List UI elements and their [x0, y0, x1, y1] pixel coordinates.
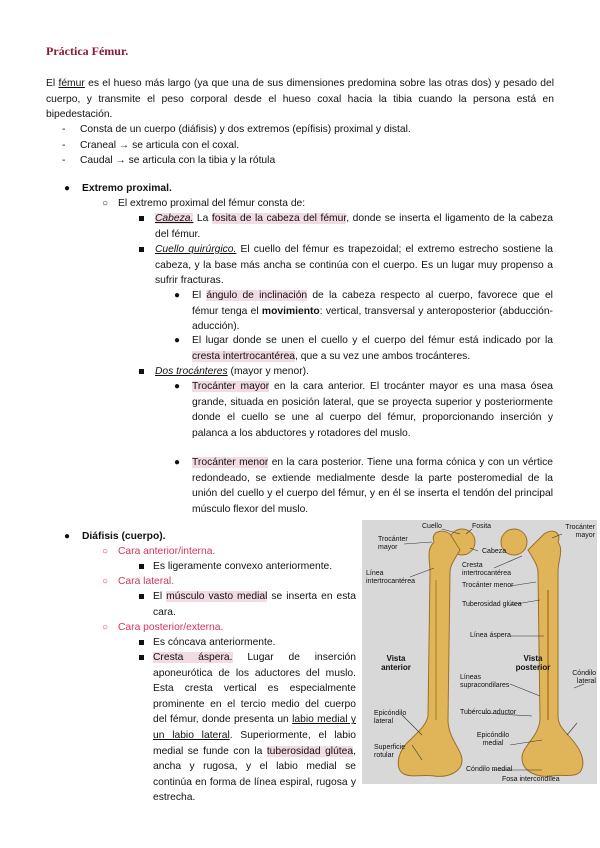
fig-label-troc-menor: Trocánter menor	[462, 582, 514, 589]
page-title: Práctica Fémur.	[46, 44, 129, 58]
cabeza-item: Cabeza. La fosita de la cabeza del fémur, donde se inserta el ligamento de la cabeza del fémur.	[155, 211, 553, 242]
fig-label-condilo-medial: Cóndilo medial	[466, 766, 513, 773]
fig-label-cabeza: Cabeza	[482, 548, 507, 555]
cara-posterior-item-1: Es cóncava anteriormente.	[153, 635, 358, 651]
dash-item: - Consta de un cuerpo (diáfisis) y dos extremos (epífisis) proximal y distal.	[62, 124, 411, 135]
fig-label-linea-intertroc: Línea intertrocantérea	[366, 570, 416, 585]
intro-paragraph	[46, 76, 554, 123]
fig-label-epicondilo-lateral: Epicóndilo lateral	[374, 710, 407, 725]
fig-label-cresta-intertroc: Cresta intertrocantérea	[462, 562, 512, 577]
dash-list	[62, 122, 552, 169]
fig-label-fosa-intercondilar: Fosa intercondílea	[502, 776, 560, 783]
fig-label-superficie-rotular: Superficie rotular	[374, 744, 406, 759]
fig-label-condilo-lateral: Cóndilo lateral	[572, 670, 596, 685]
fig-label-tuberculo-aductor: Tubérculo aductor	[460, 709, 517, 716]
femur-figure	[362, 520, 597, 784]
fig-label-vista-posterior: Vista posterior	[515, 654, 551, 672]
intro-post: es el hueso más largo (ya que una de sus dimensiones predomina sobre las otras dos) y pesado del cuerpo, y transmite el peso corporal desde el hueso coxal hacia la tibia cuando la persona está en bipedestación.	[46, 78, 554, 121]
cuello-sub-1: ● El ángulo de inclinación de la cabeza respecto al cuerpo, favorece que el fémur tenga el movimiento: vertical, transversal y anteroposterior (abducción-aducción).	[174, 290, 553, 333]
cuello-sub-2: ● El lugar donde se unen el cuello y el cuerpo del fémur está indicado por la cresta intertrocantérea, que a su vez une ambos trocánteres.	[174, 335, 553, 362]
cuello-item: Cuello quirúrgico. El cuello del fémur es trapezoidal; el extremo estrecho sostiene la cabeza, y la base más ancha se continúa con el cuerpo. Es un lugar muy propenso a sufrir fracturas.	[155, 242, 553, 289]
fig-label-tuberosidad: Tuberosidad glútea	[462, 601, 522, 608]
fig-label-lineas-supracond: Líneas supracondilares	[460, 674, 510, 689]
cara-anterior-item: Es ligeramente convexo anteriormente.	[153, 559, 358, 575]
troc-menor-item: ● Trocánter menor en la cara posterior. Tiene una forma cónica y con un vértice redondeado, se extiende medialmente desde la parte posteromedial de la unión del cuello y el cuerpo del fémur, y en él se inserta el tendón del principal músculo flexor del muslo.	[174, 457, 553, 515]
cara-posterior-item-2: Cresta áspera. Lugar de inserción aponeurótica de los aductores del muslo. Esta cresta vertical es especialmente prominente en el tercio medio del cuerpo del fémur, donde presenta un labio medial y un labio lateral. Superiormente, el labio medial se funde con la tuberosidad glútea, ancha y rugosa, y el labio medial se continúa en forma de línea espiral, rugosa y estrecha.	[153, 650, 356, 806]
intro-pre: El	[46, 78, 59, 89]
fig-label-linea-aspera: Línea áspera	[470, 632, 511, 639]
fig-label-troc-mayor-left: Trocánter mayor	[378, 536, 408, 551]
femur-term: fémur	[58, 78, 85, 89]
fig-label-troc-mayor-right: Trocánter mayor	[565, 524, 595, 539]
fig-label-fosita: Fosita	[472, 523, 492, 530]
fig-label-vista-anterior: Vista anterior	[381, 654, 411, 672]
troc-mayor-item: ● Trocánter mayor en la cara anterior. El trocánter mayor es una masa ósea grande, situada en posición lateral, que se proyecta superior y posteriormente donde el cuello se une al cuerpo del fémur, proporcionando inserción y palanca a los abductores y rotadores del muslo.	[174, 381, 554, 439]
trocanteres-item: Dos trocánteres (mayor y menor).	[155, 364, 553, 380]
fig-label-cuello: Cuello	[422, 523, 442, 530]
cara-lateral-item: El músculo vasto medial se inserta en esta cara.	[153, 589, 356, 620]
fig-label-epicondilo-medial: Epicóndilo medial	[476, 732, 510, 747]
dash-item: - Caudal → se articula con la tibia y la rótula	[62, 155, 276, 167]
dash-item: - Craneal → se articula con el coxal.	[62, 139, 240, 151]
